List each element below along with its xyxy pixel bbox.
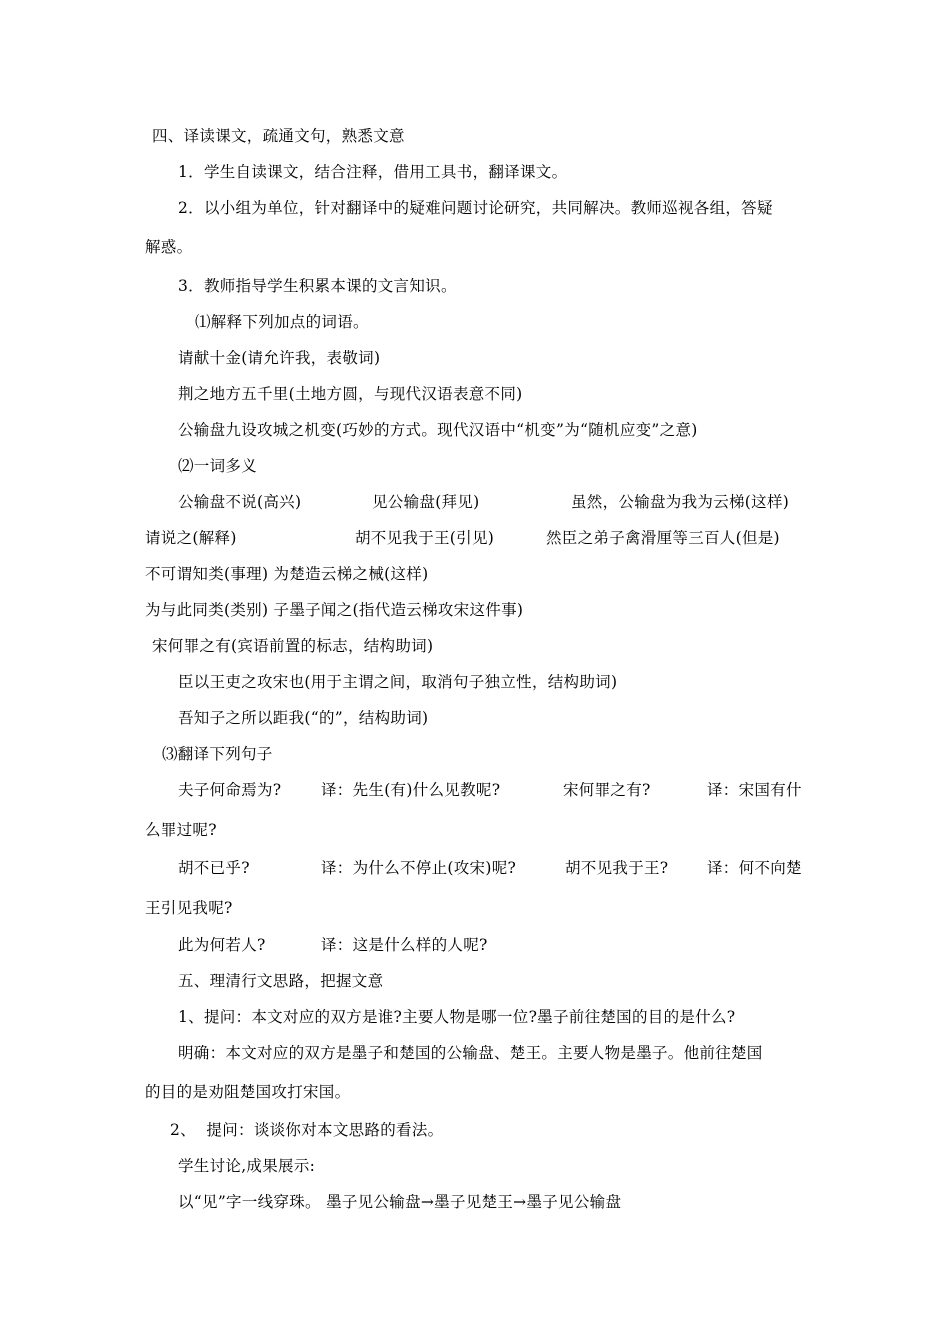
polysemy-entry: 公输盘不说(高兴) [178,493,302,511]
discussion-label: 学生讨论,成果展示: [178,1157,316,1175]
thread-summary: 以“见”字一线穿珠。 墨子见公输盘→墨子见楚王→墨子见公输盘 [178,1193,622,1211]
subsection-one-title: ⑴解释下列加点的词语。 [195,313,369,331]
step-one-paragraph: 1．学生自读课文，结合注释，借用工具书，翻译课文。 [178,163,568,181]
answer-one-line1: 明确：本文对应的双方是墨子和楚国的公输盘、楚王。主要人物是墨子。他前往楚国 [178,1044,763,1062]
translation-answer-continued: 王引见我呢? [145,899,233,917]
translation-answer: 译：为什么不停止(攻宋)呢? [321,859,517,877]
polysemy-entry: 臣以王吏之攻宋也(用于主谓之间，取消句子独立性，结构助词) [178,673,618,691]
subsection-two-title: ⑵一词多义 [178,457,258,475]
polysemy-entry: 见公输盘(拜见) [372,493,480,511]
subsection-three-title: ⑶翻译下列句子 [162,745,273,763]
word-explanation-item: 荆之地方五千里(土地方圆，与现代汉语表意不同) [178,385,523,403]
polysemy-entry: 宋何罪之有(宾语前置的标志，结构助词) [152,637,434,655]
step-two-paragraph-line1: 2．以小组为单位，针对翻译中的疑难问题讨论研究，共同解决。教师巡视各组，答疑 [178,199,773,217]
translation-answer: 译：先生(有)什么见教呢? [321,781,501,799]
translation-sentence: 此为何若人? [178,936,266,954]
translation-sentence: 胡不见我于王? [565,859,669,877]
word-explanation-item: 请献十金(请允许我，表敬词) [178,349,381,367]
answer-one-line2: 的目的是劝阻楚国攻打宋国。 [145,1083,351,1101]
translation-sentence: 宋何罪之有? [563,781,651,799]
section-four-heading: 四、译读课文，疏通文句，熟悉文意 [152,127,405,145]
question-one: 1、提问：本文对应的双方是谁?主要人物是哪一位?墨子前往楚国的目的是什么? [178,1008,736,1026]
polysemy-entry: 胡不见我于王(引见) [355,529,495,547]
section-five-heading: 五、理清行文思路，把握文意 [178,972,384,990]
question-two: 2、 提问：谈谈你对本文思路的看法。 [170,1121,444,1139]
polysemy-entry: 不可谓知类(事理) 为楚造云梯之械(这样) [145,565,429,583]
polysemy-entry: 为与此同类(类别) 子墨子闻之(指代造云梯攻宋这件事) [145,601,524,619]
translation-sentence: 胡不已乎? [178,859,250,877]
polysemy-entry: 吾知子之所以距我(“的”，结构助词) [178,709,429,727]
polysemy-entry: 然臣之弟子禽滑厘等三百人(但是) [546,529,780,547]
translation-sentence: 夫子何命焉为? [178,781,282,799]
step-two-paragraph-line2: 解惑。 [145,238,193,256]
translation-answer: 译：宋国有什 [707,781,802,799]
polysemy-entry: 请说之(解释) [145,529,237,547]
translation-answer: 译：何不向楚 [707,859,802,877]
word-explanation-item: 公输盘九设攻城之机变(巧妙的方式。现代汉语中“机变”为“随机应变”之意) [178,421,698,439]
translation-answer: 译：这是什么样的人呢? [321,936,488,954]
translation-answer-continued: 么罪过呢? [145,821,217,839]
step-three-paragraph: 3．教师指导学生积累本课的文言知识。 [178,277,457,295]
polysemy-entry: 虽然，公输盘为我为云梯(这样) [571,493,790,511]
